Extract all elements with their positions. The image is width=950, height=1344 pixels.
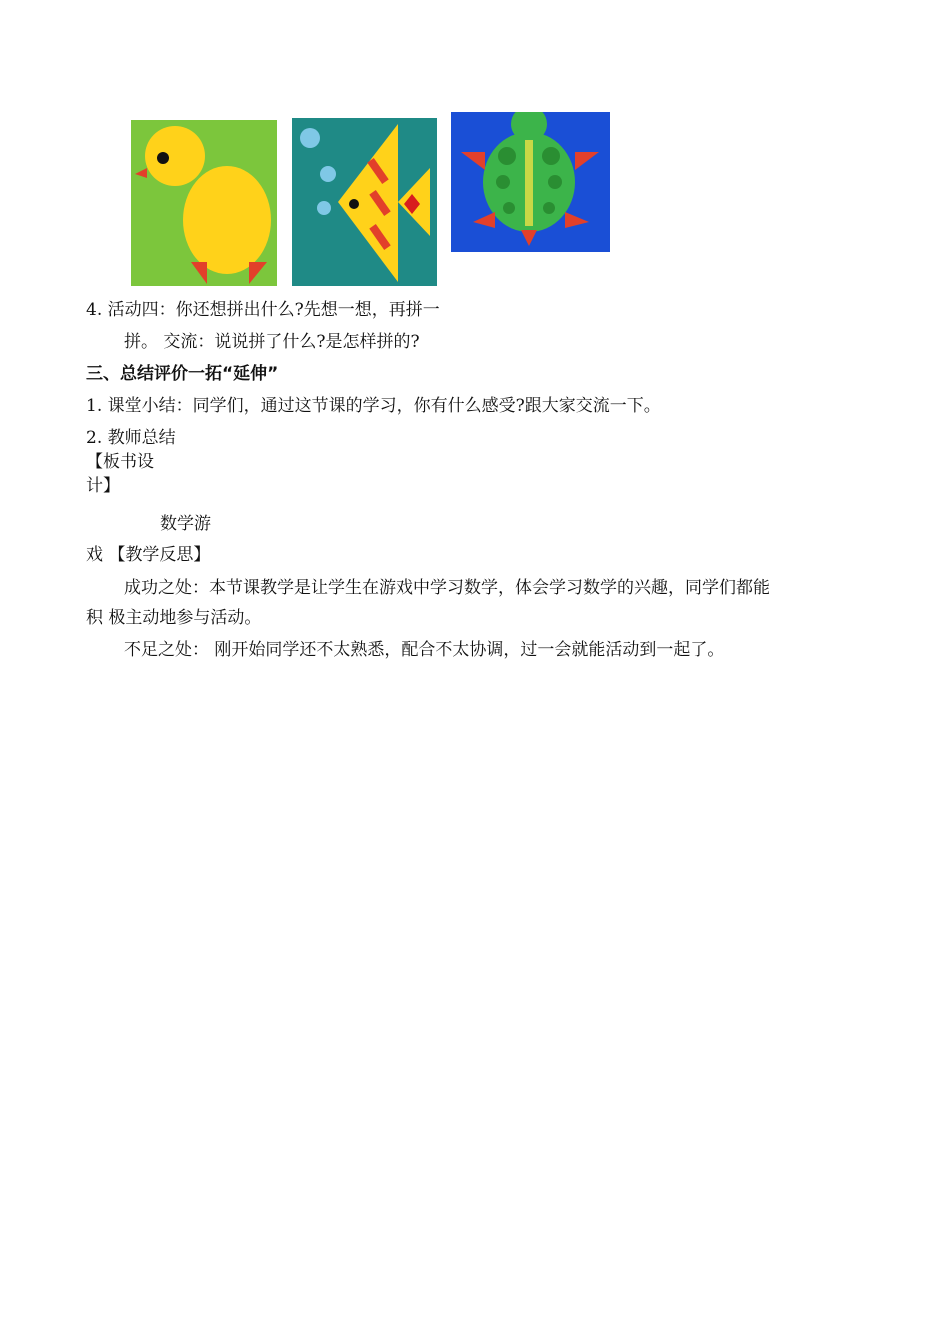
section-3-heading: 三、总结评价一拓“延伸” — [86, 364, 279, 384]
class-summary-text: 1. 课堂小结：同学们，通过这节课的学习，你有什么感受?跟大家交流一下。 — [86, 396, 661, 416]
success-text-cont: 积 极主动地参与活动。 — [86, 608, 262, 628]
turtle-puzzle-image — [451, 112, 610, 252]
shortfall-text: 不足之处： 刚开始同学还不太熟悉，配合不太协调，过一会就能活动到一起了。 — [124, 640, 725, 660]
board-title-text: 数学游 — [160, 514, 211, 534]
chick-puzzle-image — [131, 120, 277, 286]
teaching-reflection-heading: 戏 【教学反思】 — [86, 545, 211, 565]
activity-4-text: 4. 活动四：你还想拼出什么?先想一想，再拼一 — [86, 300, 440, 320]
teacher-summary-text: 2. 教师总结 — [86, 428, 176, 448]
success-text: 成功之处：本节课教学是让学生在游戏中学习数学，体会学习数学的兴趣，同学们都能 — [124, 578, 770, 598]
fish-puzzle-image — [292, 118, 437, 286]
board-design-label-cont: 计】 — [86, 476, 120, 496]
board-design-label: 【板书设 — [86, 452, 154, 472]
activity-4-continuation: 拼。 交流：说说拼了什么?是怎样拼的? — [124, 332, 420, 352]
